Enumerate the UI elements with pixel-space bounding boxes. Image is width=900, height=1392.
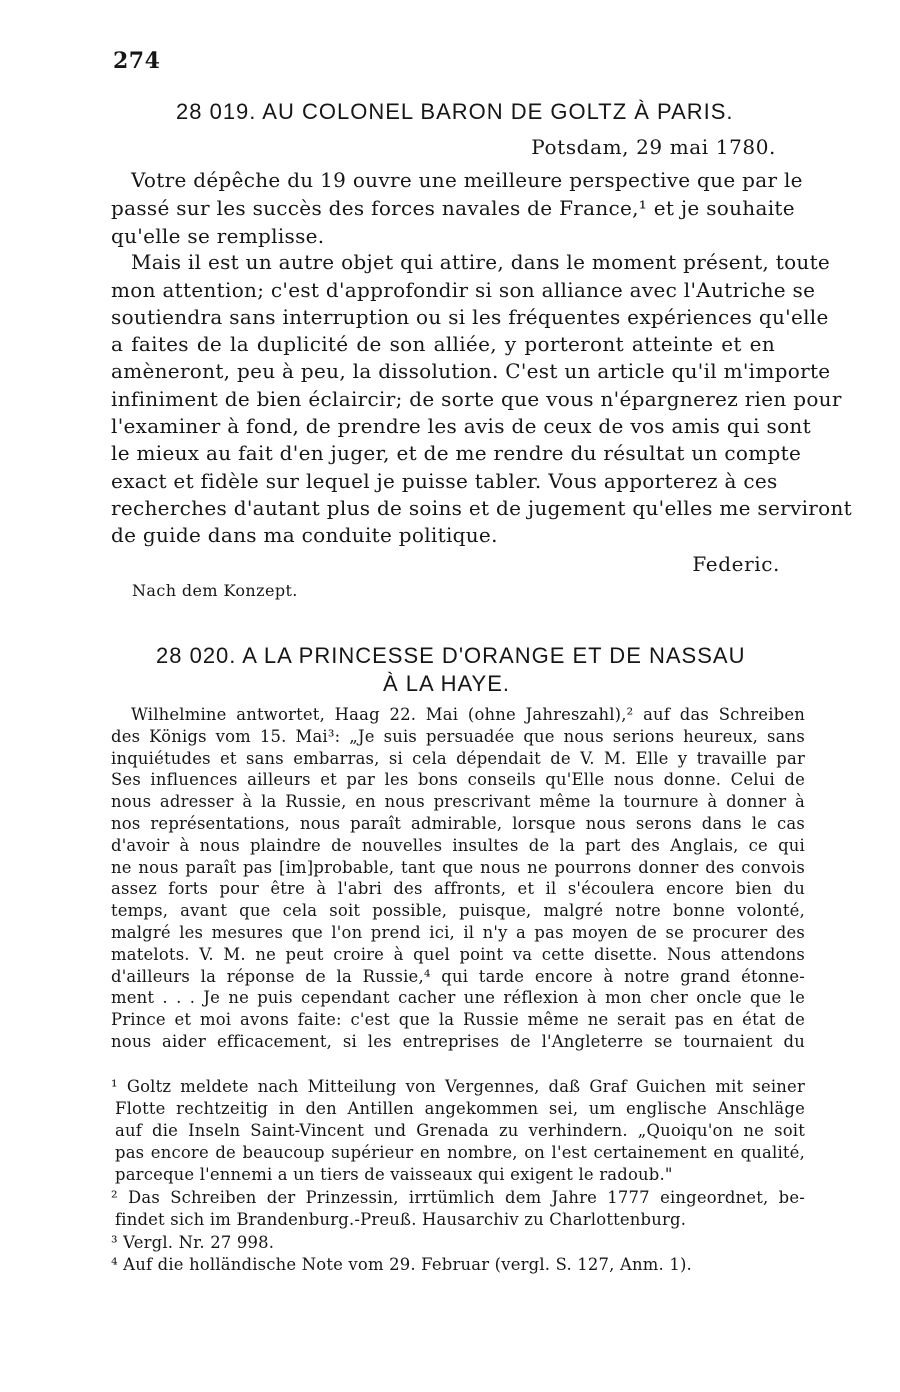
body-line: de guide dans ma conduite politique. <box>111 523 498 547</box>
body-line: soutiendra sans interruption ou si les fréquentes expériences qu'elle <box>111 305 829 329</box>
body-line: le mieux au fait d'en juger, et de me rendre du résultat un compte <box>111 441 802 465</box>
body-line: malgré les mesures que l'on prend ici, il n'y a pas moyen de se procurer des <box>111 923 805 942</box>
body-line: nous aider efficacement, si les entreprises de l'Angleterre se tournaient du <box>111 1032 805 1051</box>
body-line: des Königs vom 15. Mai³: „Je suis persuadée que nous serions heureux, sans <box>111 726 805 746</box>
body-line: passé sur les succès des forces navales de France,¹ et je souhaite <box>111 196 795 220</box>
body-line: Wilhelmine antwortet, Haag 22. Mai (ohne Jahreszahl),² auf das Schreiben <box>131 705 805 724</box>
body-line: nous adresser à la Russie, en nous prescrivant même la tournure à donner à <box>111 792 805 812</box>
body-line: exact et fidèle sur lequel je puisse tabler. Vous apporterez à ces <box>111 469 778 493</box>
footnote-line: auf die Inseln Saint-Vincent und Grenada zu verhindern. „Quoiqu'on ne soit <box>115 1121 805 1140</box>
body-line: inquiétudes et sans embarras, si cela dépendait de V. M. Elle y travaille par <box>111 748 805 768</box>
body-line: Prince et moi avons faite: c'est que la Russie même ne serait pas en état de <box>111 1010 805 1030</box>
signature: Federic. <box>692 552 780 576</box>
letter-heading-2-place: À LA HAYE. <box>383 671 510 696</box>
body-line: temps, avant que cela soit possible, puisque, malgré notre bonne volonté, <box>111 901 805 921</box>
body-line: d'ailleurs la réponse de la Russie,⁴ qui tarde encore à notre grand étonne- <box>111 966 805 986</box>
letter-heading-2: 28 020. A LA PRINCESSE D'ORANGE ET DE NASSAU <box>156 643 746 668</box>
page-number: 274 <box>113 48 161 74</box>
footnote-line: ¹ Goltz meldete nach Mitteilung von Vergennes, daß Graf Guichen mit seiner <box>111 1077 805 1096</box>
footnote-line: parceque l'ennemi a un tiers de vaisseaux qui exigent le radoub." <box>115 1165 673 1184</box>
body-line: mon attention; c'est d'approfondir si son alliance avec l'Autriche se <box>111 278 816 302</box>
letter-heading: 28 019. AU COLONEL BARON DE GOLTZ À PARIS. <box>176 99 734 124</box>
body-line: ment . . . Je ne puis cependant cacher une réflexion à mon cher oncle que le <box>111 988 805 1008</box>
footnote-line: Flotte rechtzeitig in den Antillen angekommen sei, um englische Anschläge <box>115 1099 805 1118</box>
footnote-line: pas encore de beaucoup supérieur en nombre, on l'est certainement en qualité, <box>115 1143 805 1162</box>
body-line: amèneront, peu à peu, la dissolution. C'est un article qu'il m'importe <box>111 359 831 383</box>
body-line: l'examiner à fond, de prendre les avis de ceux de vos amis qui sont <box>111 414 811 438</box>
body-line: assez forts pour être à l'abri des affronts, et il s'écoulera encore bien du <box>111 879 805 899</box>
body-line: a faites de la duplicité de son alliée, y porteront atteinte et en <box>111 332 775 356</box>
source-note: Nach dem Konzept. <box>132 581 298 600</box>
footnote-line: ² Das Schreiben der Prinzessin, irrtümlich dem Jahre 1777 eingeordnet, be- <box>111 1188 805 1207</box>
footnote-line: ⁴ Auf die holländische Note vom 29. Februar (vergl. S. 127, Anm. 1). <box>111 1255 692 1274</box>
footnote-line: findet sich im Brandenburg.-Preuß. Hausarchiv zu Charlottenburg. <box>115 1210 687 1229</box>
body-line: qu'elle se remplisse. <box>111 224 325 248</box>
body-line: matelots. V. M. ne peut croire à quel point va cette disette. Nous attendons <box>111 944 805 964</box>
body-line: Votre dépêche du 19 ouvre une meilleure perspective que par le <box>131 168 803 192</box>
body-line: Ses influences ailleurs et par les bons conseils qu'Elle nous donne. Celui de <box>111 770 805 790</box>
body-line: Mais il est un autre objet qui attire, dans le moment présent, toute <box>131 250 831 274</box>
place-date: Potsdam, 29 mai 1780. <box>531 135 776 159</box>
body-line: recherches d'autant plus de soins et de jugement qu'elles me serviront <box>111 496 852 520</box>
body-line: infiniment de bien éclaircir; de sorte que vous n'épargnerez rien pour <box>111 387 842 411</box>
body-line: d'avoir à nous plaindre de nouvelles insultes de la part des Anglais, ce qui <box>111 835 805 855</box>
footnote-line: ³ Vergl. Nr. 27 998. <box>111 1233 275 1252</box>
body-line: nos représentations, nous paraît admirable, lorsque nous serons dans le cas <box>111 814 805 833</box>
body-line: ne nous paraît pas [im]probable, tant que nous ne pourrons donner des convois <box>111 857 805 877</box>
